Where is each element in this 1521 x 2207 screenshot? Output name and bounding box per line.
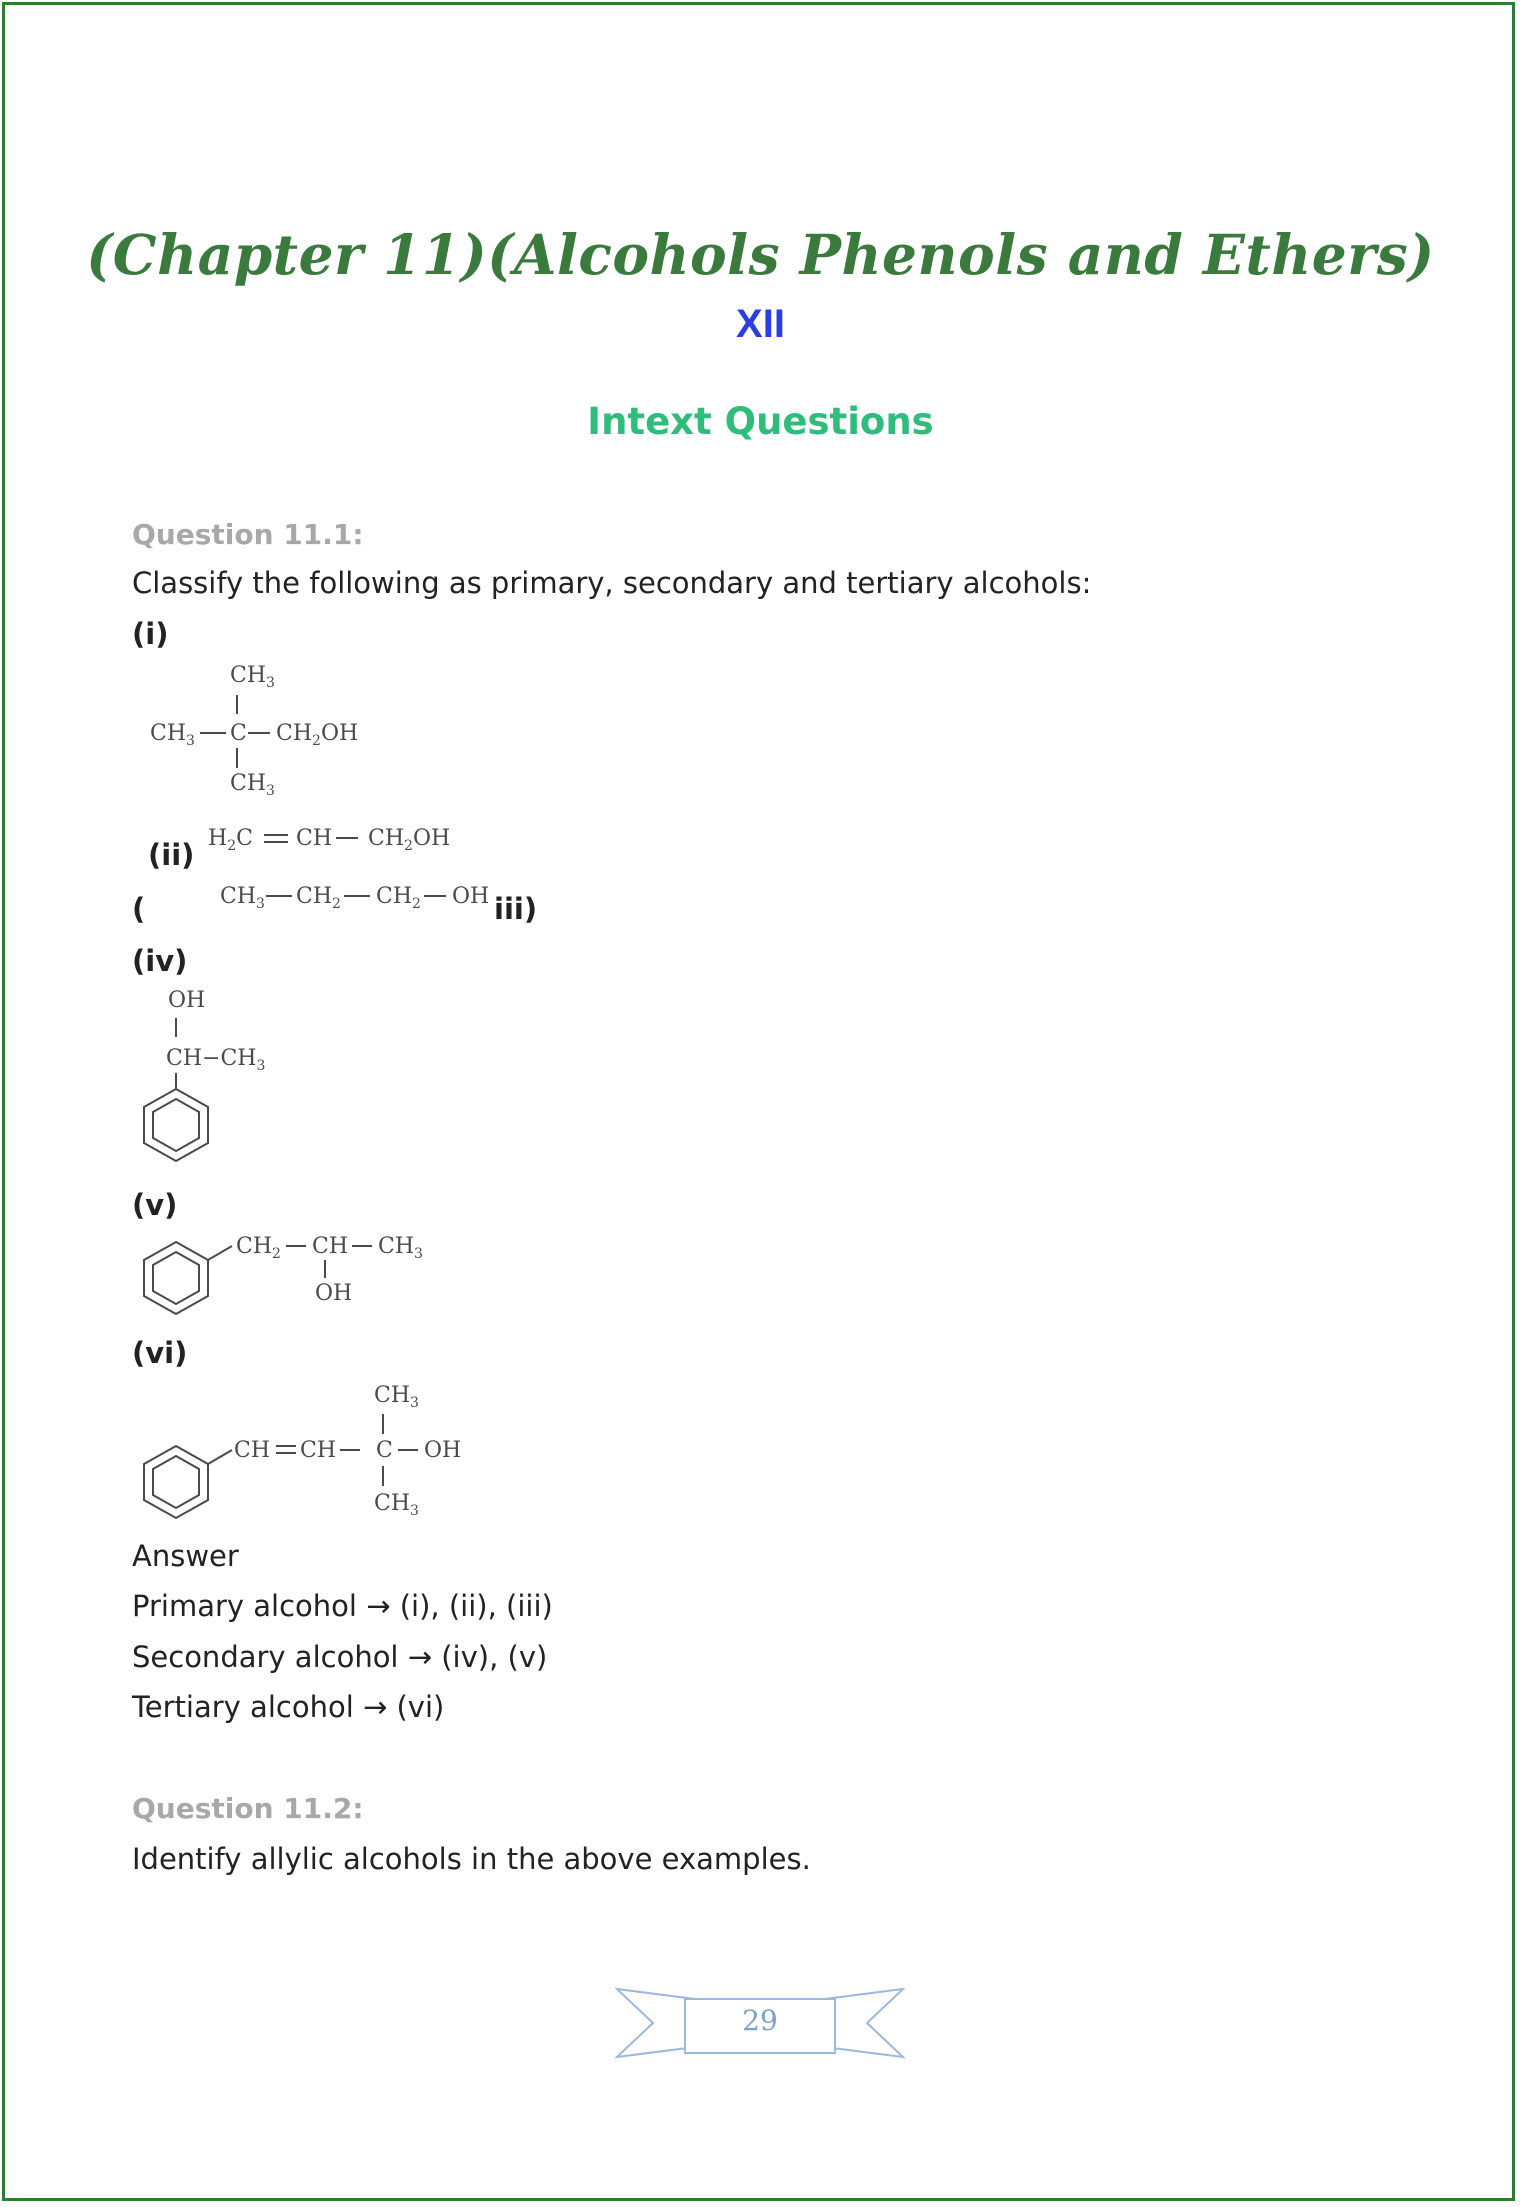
- structure-v: [132, 1230, 452, 1340]
- structure-i: [148, 660, 378, 800]
- label-vi: (vi): [132, 1336, 188, 1370]
- label-iv: (iv): [132, 944, 188, 978]
- chapter-title: (Chapter 11)(Alcohols Phenols and Ethers): [86, 222, 1435, 287]
- svg-text:CH−CH3: $CH-CH_3$: [166, 1046, 266, 1074]
- svg-text:CH2: $CH_2$: [296, 884, 341, 912]
- structure-vi: [132, 1380, 492, 1520]
- class-label: XII: [736, 302, 785, 346]
- svg-text:CH: CH: [234, 1438, 271, 1463]
- structure-iv: [132, 985, 292, 1175]
- svg-text:CH3: $CH_3$: [374, 1383, 419, 1411]
- label-iii-close: iii): [494, 892, 538, 926]
- answer-secondary: Secondary alcohol → (iv), (v): [132, 1640, 548, 1674]
- svg-text:CH3: $CH_3$: [150, 721, 195, 749]
- svg-text:CH3: $CH_3$: [220, 884, 265, 912]
- svg-text:OH: OH: [315, 1281, 353, 1306]
- svg-text:C: C: [376, 1438, 393, 1463]
- page-number: 29: [742, 2004, 778, 2037]
- answer-label: Answer: [132, 1539, 239, 1573]
- svg-text:C: C: [230, 721, 247, 746]
- structure-iii: [220, 878, 500, 918]
- answer-primary: Primary alcohol → (i), (ii), (iii): [132, 1589, 553, 1623]
- question-11-1-heading: Question 11.1:: [132, 518, 364, 551]
- svg-text:CH: CH: [296, 826, 333, 851]
- svg-text:CH2OH: $CH_2OH$: [368, 826, 451, 854]
- section-heading: Intext Questions: [587, 400, 934, 443]
- question-11-2-prompt: Identify allylic alcohols in the above examples.: [132, 1842, 811, 1876]
- svg-text:CH2: $CH_2$: [376, 884, 421, 912]
- page-number-ribbon: [615, 1985, 905, 2065]
- svg-text:CH3: $CH_3$: [374, 1491, 419, 1519]
- svg-text:CH: CH: [300, 1438, 337, 1463]
- answer-tertiary: Tertiary alcohol → (vi): [132, 1690, 445, 1724]
- svg-text:OH: OH: [452, 884, 490, 909]
- svg-text:CH3: $CH_3$: [378, 1234, 423, 1262]
- label-v: (v): [132, 1188, 178, 1222]
- svg-text:H2C: $H_2C$: [208, 826, 253, 854]
- question-11-1-prompt: Classify the following as primary, secondary and tertiary alcohols:: [132, 566, 1092, 600]
- svg-text:OH: OH: [168, 988, 206, 1013]
- label-i: (i): [132, 617, 169, 651]
- structure-ii: [208, 820, 468, 860]
- svg-text:CH3: $CH_3$: [230, 663, 275, 691]
- question-11-2-heading: Question 11.2:: [132, 1792, 364, 1825]
- label-ii: (ii): [148, 838, 195, 872]
- svg-text:CH2OH: $CH_2OH$: [276, 721, 359, 749]
- svg-text:OH: OH: [424, 1438, 462, 1463]
- svg-text:CH3: $CH_3$: [230, 771, 275, 799]
- label-iii-open: (: [132, 892, 146, 926]
- svg-text:CH2: $CH_2$: [236, 1234, 281, 1262]
- svg-text:CH: CH: [312, 1234, 349, 1259]
